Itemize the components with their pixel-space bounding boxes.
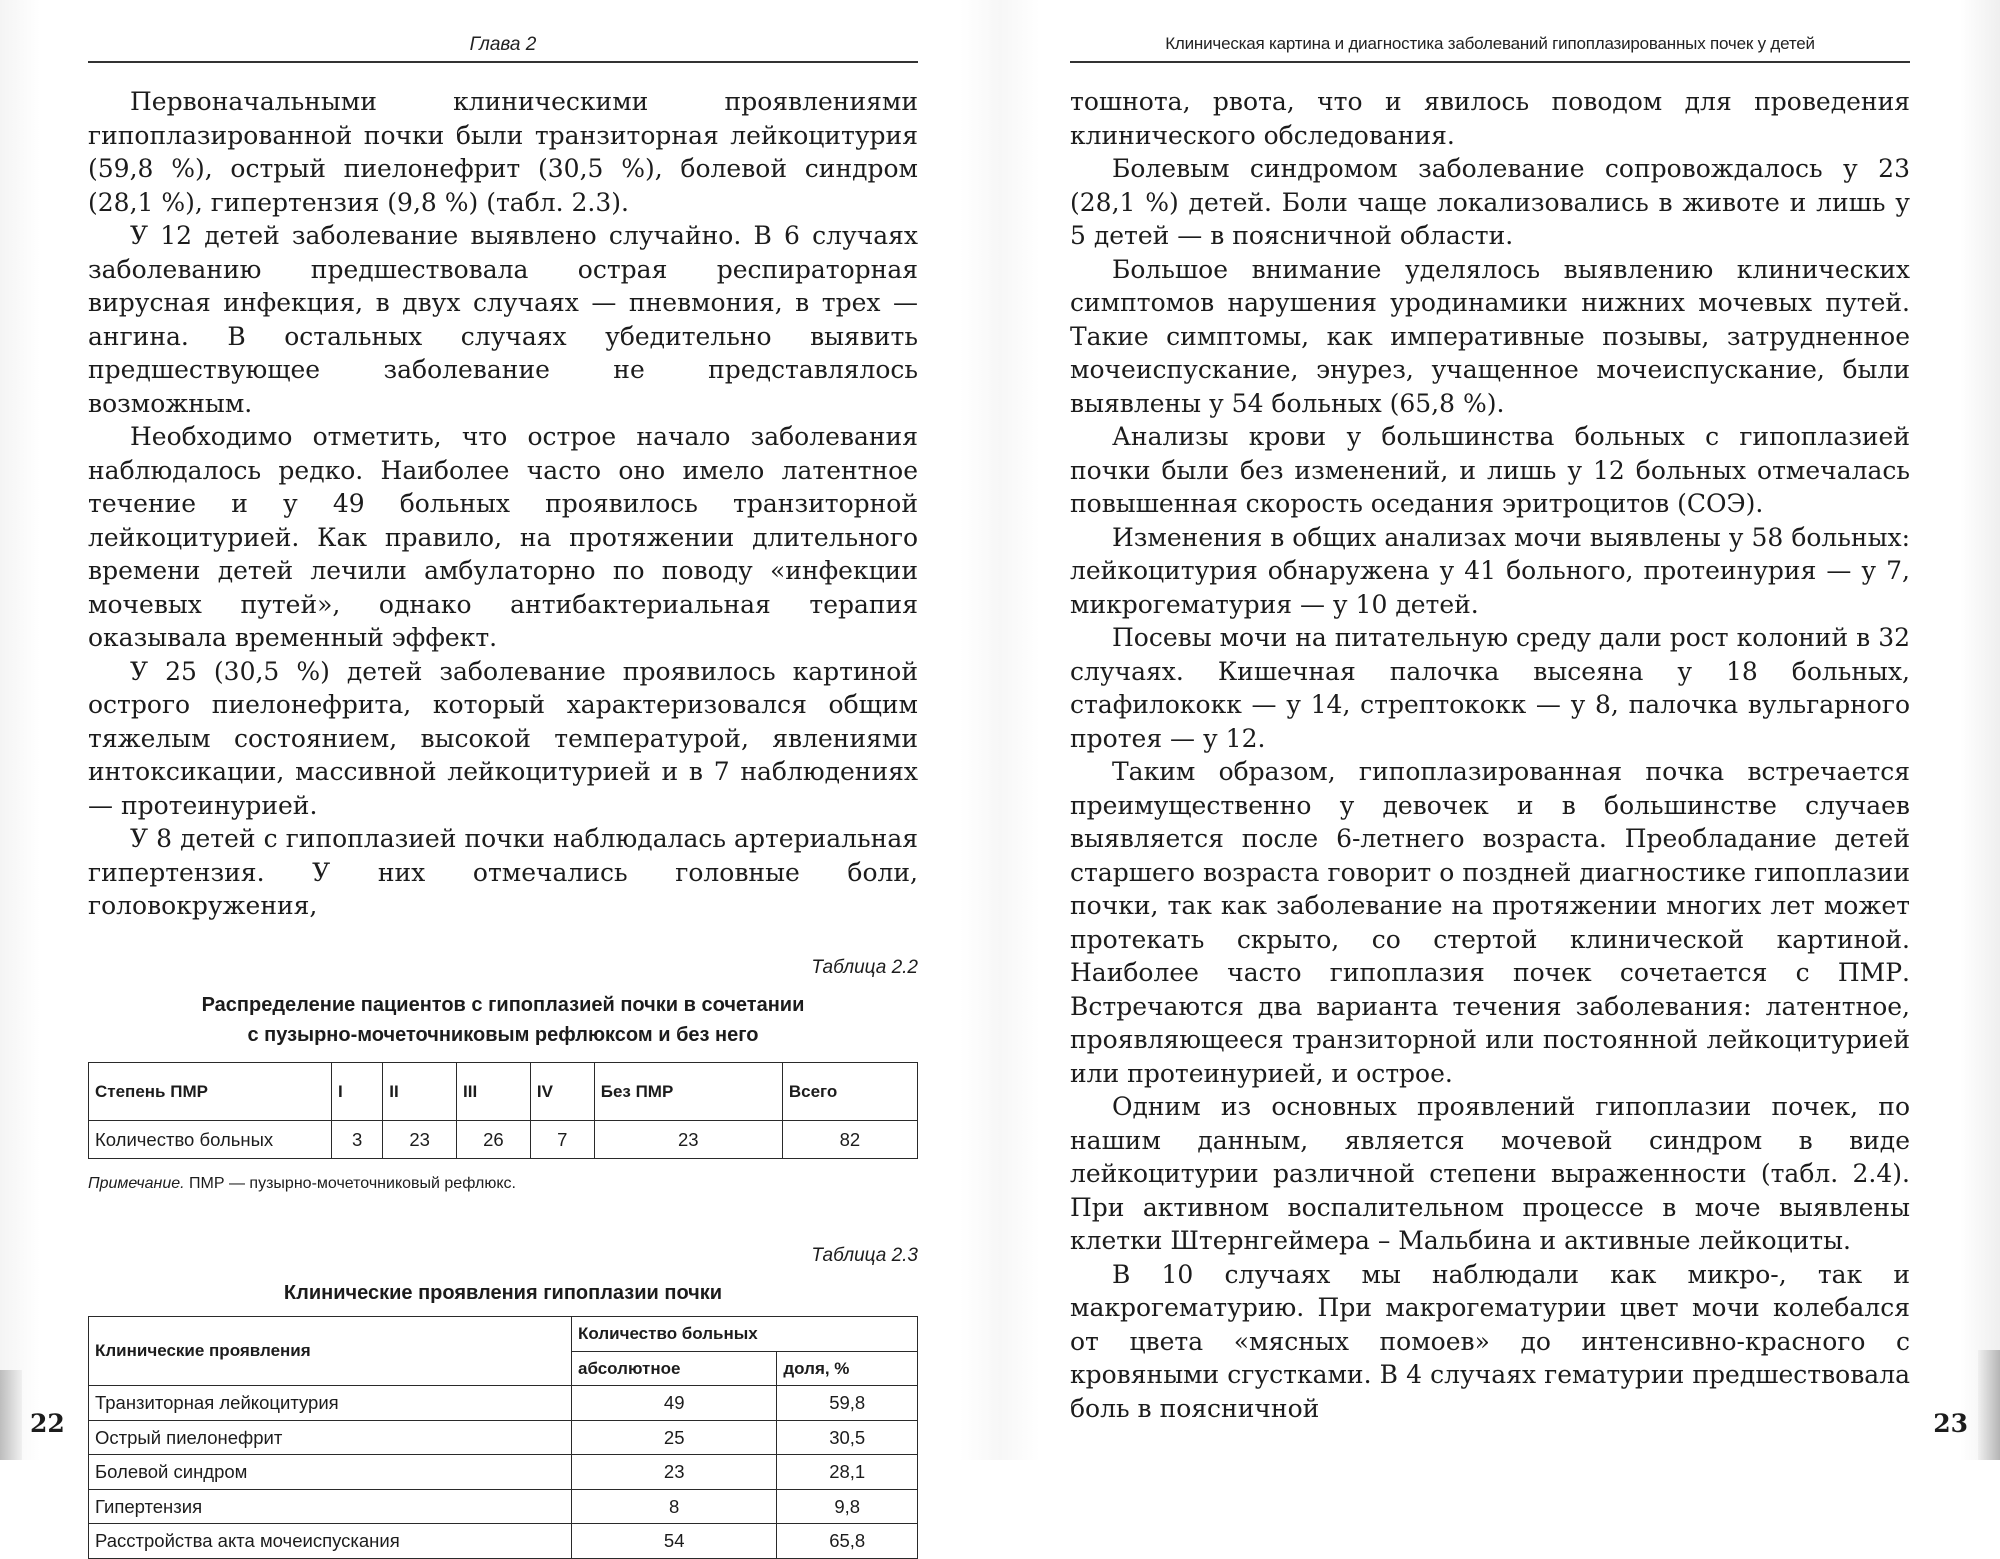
table-2-3-title: Клинические проявления гипоплазии почки (283, 1282, 723, 1304)
table-header-cell: Количество больных (572, 1317, 918, 1352)
page-edge-shadow (1978, 1350, 2000, 1460)
table-cell: Транзиторная лейкоцитурия (89, 1386, 572, 1421)
table-cell: 65,8 (777, 1524, 918, 1559)
table-cell: 8 (572, 1489, 777, 1524)
header-rule-right (1070, 61, 1910, 63)
paragraph: Анализы крови у большинства больных с гипоплазией почки были без изменений, и лишь у 12 больных отмечалась повышенная скорость оседания эритроцитов (СОЭ). (1070, 422, 1910, 518)
table-2-3 (88, 1316, 918, 1559)
paragraph: У 12 детей заболевание выявлено случайно. В 6 случаях заболеванию предшествовала острая респираторная вирусная инфекция, в двух случаях — пневмония, в трех — ангина. В остальных случаях убедительно выявить предшествующее заболевание не представлялось возможным. (88, 221, 918, 418)
table-2-2-title-line: с пузырно-мочеточниковым рефлюксом и без него (247, 1024, 759, 1046)
table-header-cell: Без ПМР (594, 1063, 782, 1121)
paragraph: Посевы мочи на питательную среду дали рост колоний в 32 случаях. Кишечная палочка высеяна у 18 больных, стафилококк — у 14, стрептококк — у 8, палочка вульгарного протея — у 12. (1070, 623, 1910, 753)
header-rule-left (88, 61, 918, 63)
table-row (89, 1386, 918, 1421)
paragraph: Болевым синдромом заболевание сопровождалось у 23 (28,1 %) детей. Боли чаще локализовались в животе и лишь у 5 детей — в поясничной области. (1070, 154, 1910, 250)
paragraph: Необходимо отметить, что острое начало заболевания наблюдалось редко. Наиболее часто оно имело латентное течение и у 49 больных проявилось транзиторной лейкоцитурией. Как правило, на протяжении длительного времени детей лечили амбулаторно по поводу «инфекции мочевых путей», однако антибактериальная терапия оказывала временный эффект. (88, 422, 918, 652)
table-cell: Гипертензия (89, 1489, 572, 1524)
table-cell: 49 (572, 1386, 777, 1421)
table-header-cell: IV (530, 1063, 594, 1121)
paragraph: В 10 случаях мы наблюдали как микро-, так и макрогематурию. При макрогематурии цвет мочи колебался от цвета «мясных помоев» до интенсивно-красного с кровяными сгустками. В 4 случаях гематурии предшествовала боль в поясничной (1070, 1259, 1910, 1423)
table-cell: Острый пиелонефрит (89, 1420, 572, 1455)
page-number-left: 22 (30, 1409, 65, 1438)
note-label: Примечание. (88, 1175, 185, 1192)
table-header-cell: Степень ПМР (89, 1063, 332, 1121)
table-2-3-caption: Таблица 2.3 (811, 1244, 918, 1266)
paragraph: Первоначальными клиническими проявлениями гипоплазированной почки были транзиторная лейкоцитурия (59,8 %), острый пиелонефрит (30,5 %), болевой синдром (28,1 %), гипертензия (9,8 %) (табл. 2.3). (88, 87, 918, 217)
table-2-2-caption: Таблица 2.2 (811, 956, 918, 978)
paragraph: У 25 (30,5 %) детей заболевание проявилось картиной острого пиелонефрита, который характеризовался общим тяжелым состоянием, высокой температурой, явлениями интоксикации, массивной лейкоцитурией и в 7 наблюдениях — протеинурией. (88, 656, 918, 820)
table-cell: 82 (782, 1121, 917, 1159)
left-text-column (88, 85, 918, 1559)
table-cell: 25 (572, 1420, 777, 1455)
left-page (0, 0, 1000, 1551)
table-header-row (89, 1317, 918, 1352)
paragraph: Одним из основных проявлений гипоплазии почек, по нашим данным, является мочевой синдром в виде лейкоцитурии различной степени выраженности (табл. 2.4). При активном воспалительном процессе в моче выявлены клетки Штернгеймера – Мальбина и активные лейкоциты. (1070, 1092, 1910, 1255)
table-2-2 (88, 1062, 918, 1159)
paragraph: Таким образом, гипоплазированная почка встречается преимущественно у девочек и в большинстве случаев выявляется после 6-летнего возраста. Преобладание детей старшего возраста говорит о поздней диагностике гипоплазии почки, так как заболевание на протяжении многих лет может протекать скрыто, со стертой клинической картиной. Наиболее часто гипоплазия почек сочетается с ПМР. Встречаются два варианта течения заболевания: латентное, проявляющееся транзиторной или постоянной лейкоцитурией или протеинурией, и острое. (1070, 757, 1910, 1088)
table-header-cell: Всего (782, 1063, 917, 1121)
table-cell: 30,5 (777, 1420, 918, 1455)
table-row (89, 1121, 918, 1159)
table-cell: 9,8 (777, 1489, 918, 1524)
table-cell: 23 (572, 1455, 777, 1490)
table-header-cell: доля, % (777, 1351, 918, 1386)
table-cell: Болевой синдром (89, 1455, 572, 1490)
table-row (89, 1489, 918, 1524)
table-cell: 3 (332, 1121, 383, 1159)
table-cell: 26 (457, 1121, 531, 1159)
table-cell: Количество больных (89, 1121, 332, 1159)
table-row (89, 1524, 918, 1559)
table-cell: 7 (530, 1121, 594, 1159)
paragraph: Изменения в общих анализах мочи выявлены у 58 больных: лейкоцитурия обнаружена у 41 больного, протеинурия — у 7, микрогематурия — у 10 детей. (1070, 522, 1910, 619)
right-text-column (1070, 85, 1910, 1425)
page-number-right: 23 (1933, 1409, 1968, 1438)
table-cell: 59,8 (777, 1386, 918, 1421)
table-cell: 23 (383, 1121, 457, 1159)
table-cell: 28,1 (777, 1455, 918, 1490)
paragraph: У 8 детей с гипоплазией почки наблюдалась артериальная гипертензия. У них отмечались головные боли, головокружения, (88, 824, 918, 920)
table-header-cell: II (383, 1063, 457, 1121)
running-head-left: Глава 2 (469, 34, 537, 55)
table-header-cell: Клинические проявления (89, 1317, 572, 1386)
table-cell: Расстройства акта мочеиспускания (89, 1524, 572, 1559)
table-2-2-title-line: Распределение пациентов с гипоплазией почки в сочетании (201, 994, 805, 1016)
table-header-cell: III (457, 1063, 531, 1121)
paragraph: тошнота, рвота, что и явилось поводом для проведения клинического обследования. (1070, 87, 1910, 150)
note-text: ПМР — пузырно-мочеточниковый рефлюкс. (184, 1175, 516, 1192)
table-header-row (89, 1063, 918, 1121)
table-cell: 54 (572, 1524, 777, 1559)
right-page (1000, 0, 2000, 1460)
paragraph: Большое внимание уделялось выявлению клинических симптомов нарушения уродинамики нижних мочевых путей. Такие симптомы, как императивные позывы, затрудненное мочеиспускание, энурез, учащенное мочеиспускание, были выявлены у 54 больных (65,8 %). (1070, 254, 1910, 418)
table-2-2-note (88, 1167, 918, 1201)
table-2-2-title (88, 990, 918, 1050)
table-header-cell: абсолютное (572, 1351, 777, 1386)
table-row (89, 1420, 918, 1455)
table-header-cell: I (332, 1063, 383, 1121)
running-head-right: Клиническая картина и диагностика заболеваний гипоплазированных почек у детей (1165, 34, 1815, 53)
page-edge-shadow (0, 1370, 22, 1460)
table-cell: 23 (594, 1121, 782, 1159)
